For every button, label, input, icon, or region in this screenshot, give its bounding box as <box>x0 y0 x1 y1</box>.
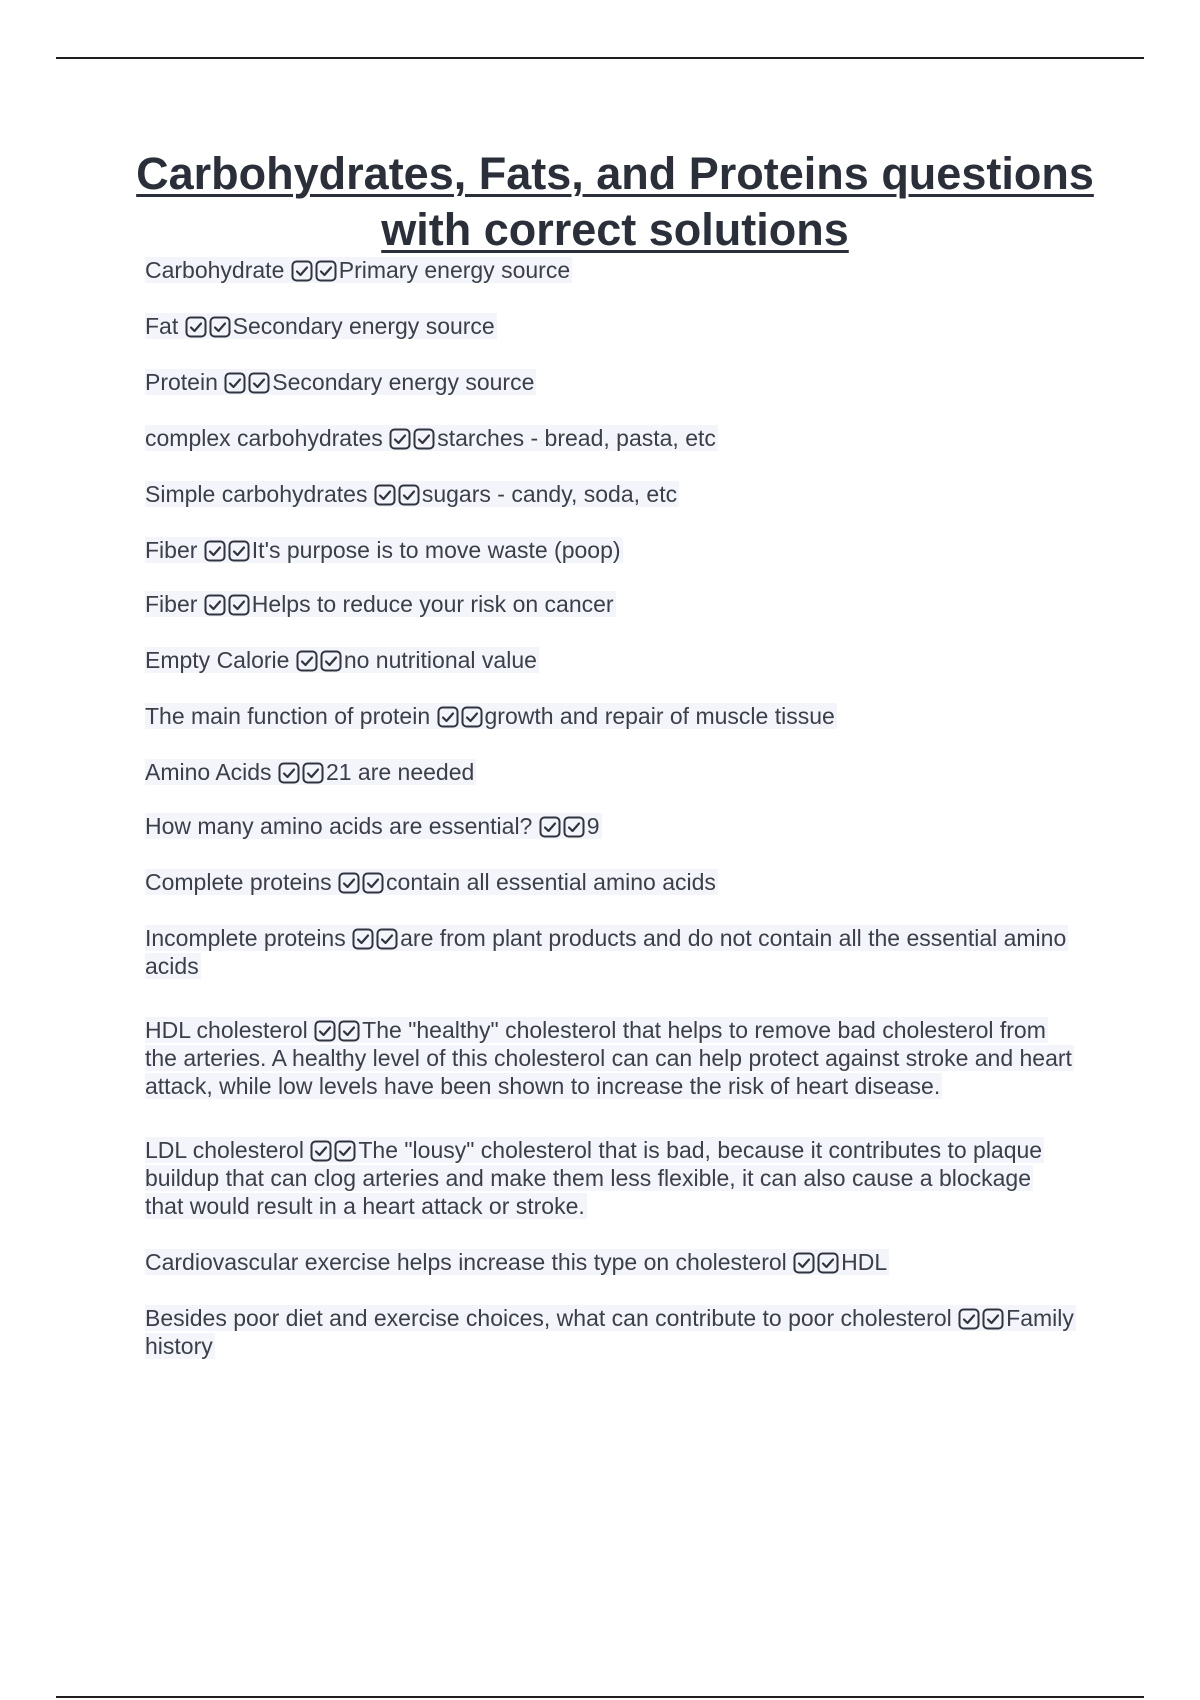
checkbox-checked-icon <box>376 928 398 950</box>
checkbox-checked-icon <box>296 650 318 672</box>
checkbox-checked-icon <box>374 484 396 506</box>
checkbox-checked-icon <box>334 1140 356 1162</box>
answer-text: Helps to reduce your risk on cancer <box>251 591 614 617</box>
document-title: Carbohydrates, Fats, and Proteins questions with correct solutions <box>136 148 1094 255</box>
checkbox-checked-icon <box>320 650 342 672</box>
qa-item <box>145 590 1075 618</box>
answer-text: Family history <box>145 1305 1074 1359</box>
checkbox-checked-icon <box>793 1252 815 1274</box>
qa-item <box>145 368 1075 396</box>
checkbox-checked-icon <box>278 762 300 784</box>
answer-text: The "lousy" cholesterol that is bad, because it contributes to plaque buildup that can clog arteries and make them less flexible, it can also cause a blockage that would result in a heart attack or stroke. <box>145 1137 1043 1219</box>
checkbox-checked-icon <box>563 816 585 838</box>
question-text: Complete proteins <box>145 869 332 895</box>
question-text: Simple carbohydrates <box>145 481 368 507</box>
checkbox-checked-icon <box>291 260 313 282</box>
checkbox-checked-icon <box>437 706 459 728</box>
checkbox-checked-icon <box>209 316 231 338</box>
qa-list <box>145 256 1075 1388</box>
checkbox-checked-icon <box>204 594 226 616</box>
answer-text: contain all essential amino acids <box>386 869 716 895</box>
question-text: HDL cholesterol <box>145 1017 308 1043</box>
answer-text: starches - bread, pasta, etc <box>437 425 716 451</box>
checkbox-checked-icon <box>389 428 411 450</box>
question-text: Carbohydrate <box>145 257 285 283</box>
bottom-rule <box>56 1696 1144 1698</box>
checkbox-checked-icon <box>185 316 207 338</box>
checkbox-checked-icon <box>338 872 360 894</box>
answer-text: sugars - candy, soda, etc <box>421 481 678 507</box>
answer-text: Primary energy source <box>338 257 571 283</box>
checkbox-checked-icon <box>314 1020 336 1042</box>
question-text: Fiber <box>145 591 198 617</box>
checkbox-checked-icon <box>817 1252 839 1274</box>
checkbox-checked-icon <box>539 816 561 838</box>
question-text: Fiber <box>145 537 198 563</box>
checkbox-checked-icon <box>315 260 337 282</box>
qa-item <box>145 702 1075 730</box>
qa-item <box>145 1016 1075 1100</box>
question-text: Incomplete proteins <box>145 925 346 951</box>
qa-item <box>145 480 1075 508</box>
question-text: complex carbohydrates <box>145 425 383 451</box>
answer-text: It's purpose is to move waste (poop) <box>251 537 621 563</box>
answer-text: no nutritional value <box>343 647 537 673</box>
checkbox-checked-icon <box>228 540 250 562</box>
qa-item <box>145 758 1075 786</box>
question-text: Empty Calorie <box>145 647 290 673</box>
checkbox-checked-icon <box>228 594 250 616</box>
answer-text: Secondary energy source <box>232 313 495 339</box>
checkbox-checked-icon <box>204 540 226 562</box>
answer-text: 9 <box>586 813 600 839</box>
checkbox-checked-icon <box>461 706 483 728</box>
checkbox-checked-icon <box>310 1140 332 1162</box>
answer-text: are from plant products and do not contain all the essential amino acids <box>145 925 1067 979</box>
question-text: Protein <box>145 369 218 395</box>
question-text: Fat <box>145 313 179 339</box>
answer-text: Secondary energy source <box>272 369 535 395</box>
question-text: How many amino acids are essential? <box>145 813 533 839</box>
qa-item <box>145 1248 1075 1276</box>
qa-item <box>145 312 1075 340</box>
answer-text: The "healthy" cholesterol that helps to remove bad cholesterol from the arteries. A healthy level of this cholesterol can can help protect against stroke and heart attack, while low levels have been shown to increase the risk of heart disease. <box>145 1017 1072 1099</box>
checkbox-checked-icon <box>958 1308 980 1330</box>
qa-item <box>145 646 1075 674</box>
checkbox-checked-icon <box>302 762 324 784</box>
qa-item <box>145 868 1075 896</box>
qa-item <box>145 256 1075 284</box>
question-text: LDL cholesterol <box>145 1137 304 1163</box>
checkbox-checked-icon <box>413 428 435 450</box>
checkbox-checked-icon <box>398 484 420 506</box>
qa-item <box>145 812 1075 840</box>
question-text: Besides poor diet and exercise choices, what can contribute to poor cholesterol <box>145 1305 952 1331</box>
qa-item <box>145 1136 1075 1220</box>
checkbox-checked-icon <box>362 872 384 894</box>
answer-text: 21 are needed <box>325 759 475 785</box>
qa-item <box>145 536 1075 564</box>
qa-item <box>145 424 1075 452</box>
question-text: Amino Acids <box>145 759 272 785</box>
checkbox-checked-icon <box>224 372 246 394</box>
question-text: Cardiovascular exercise helps increase this type on cholesterol <box>145 1249 787 1275</box>
qa-item <box>145 924 1075 980</box>
answer-text: HDL <box>841 1249 888 1275</box>
qa-item <box>145 1304 1075 1360</box>
answer-text: growth and repair of muscle tissue <box>484 703 835 729</box>
checkbox-checked-icon <box>338 1020 360 1042</box>
checkbox-checked-icon <box>352 928 374 950</box>
checkbox-checked-icon <box>982 1308 1004 1330</box>
checkbox-checked-icon <box>248 372 270 394</box>
top-rule <box>56 57 1144 59</box>
question-text: The main function of protein <box>145 703 431 729</box>
